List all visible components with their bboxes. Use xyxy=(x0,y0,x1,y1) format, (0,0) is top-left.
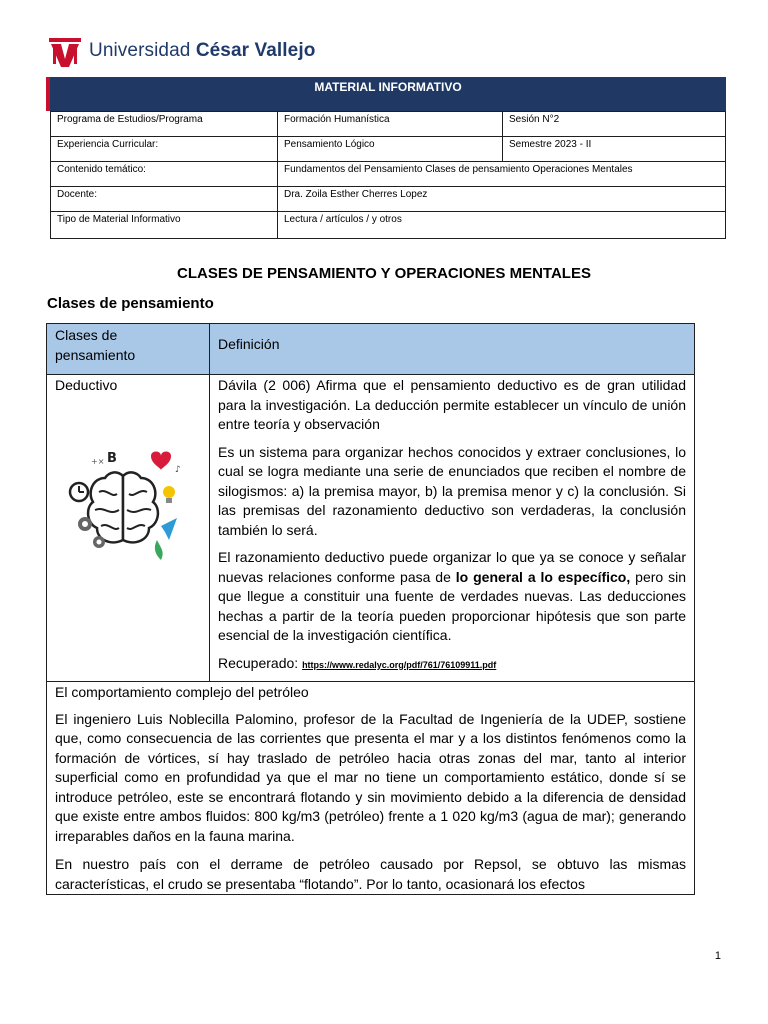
info-value: Pensamiento Lógico xyxy=(278,137,503,162)
info-table xyxy=(50,111,726,239)
thinking-types-table xyxy=(46,323,695,895)
page-number: 1 xyxy=(714,950,721,962)
info-title: MATERIAL INFORMATIVO xyxy=(50,77,726,111)
brain-icon xyxy=(65,448,189,568)
source-link[interactable]: https://www.redalyc.org/pdf/761/76109911.pdf xyxy=(302,659,497,670)
subheading: El comportamiento complejo del petróleo xyxy=(55,684,309,700)
info-label: Programa de Estudios/Programa xyxy=(51,112,278,137)
table-row xyxy=(51,162,726,187)
info-label: Contenido temático: xyxy=(51,162,278,187)
info-value: Lectura / artículos / y otros xyxy=(278,212,726,239)
term-cell xyxy=(47,375,210,682)
col-header-definition: Definición xyxy=(210,324,695,375)
svg-text:+×: +× xyxy=(91,456,105,466)
definition-paragraph: Es un sistema para organizar hechos conocidos y extraer conclusiones, lo cual se logra mediante una serie de enunciados que reciben el nombre de silogismos: a) la premisa mayor, b) la premisa menor y c) la conclusión. Si las premisas del razonamiento deductivo son verdaderas, la conclusión también lo será. xyxy=(218,443,686,538)
table-header-row xyxy=(47,324,695,375)
info-panel xyxy=(46,77,726,239)
info-value: Fundamentos del Pensamiento Clases de pensamiento Operaciones Mentales xyxy=(278,162,726,187)
svg-text:B: B xyxy=(107,450,117,466)
definition-paragraph: Dávila (2 006) Afirma que el pensamiento deductivo es de gran utilidad para la investigación. La deducción permite establecer un vínculo de unión entre teoría y observación xyxy=(218,377,686,432)
info-value: Semestre 2023 - II xyxy=(503,137,726,162)
university-logo xyxy=(49,35,315,67)
definition-paragraph: El razonamiento deductivo puede organizar lo que ya se conoce y señalar nuevas relaciones conforme pasa de lo general a lo específico, pero sin que llegue a constituir una fuente de verdades nuevas. Las deducciones hechas a partir de la teoría pueden proporcionar hipótesis que son parte esencial de la investigación científica. xyxy=(218,549,686,643)
section-title: Clases de pensamiento xyxy=(47,295,214,312)
col-header-types: Clases de pensamiento xyxy=(47,324,210,375)
info-value: Dra. Zoila Esther Cherres Lopez xyxy=(278,187,726,212)
brain-illustration xyxy=(65,448,201,574)
definition-cell xyxy=(210,375,695,682)
table-row xyxy=(51,187,726,212)
table-row xyxy=(51,112,726,137)
table-row xyxy=(47,682,695,895)
info-label: Tipo de Material Informativo xyxy=(51,212,278,239)
info-label: Docente: xyxy=(51,187,278,212)
body-paragraph: En nuestro país con el derrame de petróleo causado por Repsol, se obtuvo las mismas características, el crudo se presentaba “flotando”. Por lo tanto, ocasionará los efectos xyxy=(55,856,686,892)
table-row xyxy=(47,375,695,682)
document-title: CLASES DE PENSAMIENTO Y OPERACIONES MENTALES xyxy=(177,265,591,282)
table-row xyxy=(51,212,726,239)
term-label: Deductivo xyxy=(55,377,118,393)
continuation-cell xyxy=(47,682,695,895)
source-reference: Recuperado: https://www.redalyc.org/pdf/761/76109911.pdf xyxy=(218,654,497,671)
info-value: Sesión N°2 xyxy=(503,112,726,137)
svg-text:♪: ♪ xyxy=(175,464,181,475)
accent-strip xyxy=(46,77,50,111)
ucv-emblem-icon xyxy=(49,35,81,67)
table-row xyxy=(51,137,726,162)
info-value: Formación Humanística xyxy=(278,112,503,137)
brand-name: Universidad César Vallejo xyxy=(89,40,316,61)
info-label: Experiencia Curricular: xyxy=(51,137,278,162)
body-paragraph: El ingeniero Luis Noblecilla Palomino, profesor de la Facultad de Ingeniería de la UDEP, sostiene que, como consecuencia de las corrientes que presenta el mar y a los distintos fenómenos como la formación de vórtices, sí hay traslado de petróleo hacia otras zonas del mar, tanto al interior superficial como en profundidad ya que el mar no tiene un comportamiento estático, donde sí se introduce petróleo, este se encontrará flotando y sin movimiento debido a la diferencia de densidad que existe entre ambos fluidos: 800 kg/m3 (petróleo) frente a 1 020 kg/m3 (agua de mar); generando irreparables daños en la fauna marina. xyxy=(55,710,686,844)
